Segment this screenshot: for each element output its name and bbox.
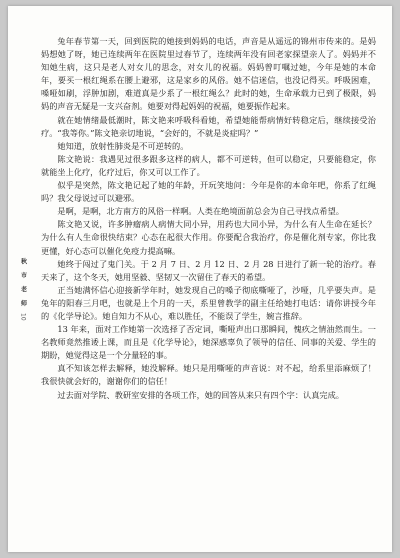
- paragraph: 她知道，放射性肺炎是不可逆转的。: [57, 140, 189, 151]
- paragraph: 就在她情绪最低潮时，陈文艳来呼吸科看她，希望她能帮病情好转稳定后，继续接受治疗。“我等你。”陈文艳亲切地说，“会好的，不就是炎症吗？”: [41, 114, 376, 138]
- paragraph: 似乎是突然，陈文艳记起了她的年龄，开玩笑地问：今年是你的本命年吧，你系了红绳吗？我父母说过可以避邪。: [41, 180, 376, 204]
- paragraph: 过去面对学院、教研室安排的各项工作，她的回答从来只有四个字：认真完成。: [57, 389, 344, 400]
- paragraph: 陈文艳说：我遇见过很多跟多这样的病人，都不可逆转，但可以稳定，只要能稳定，你就能坐上化疗，化疗过后，你又可以工作了。: [41, 153, 376, 177]
- paragraph: 陈文艳又说，许多肿瘤病人病情大同小异，用药也大同小异，为什么有人生命在延长？为什么有人生命很快结束？心态在起很大作用。你要配合我治疗，你是催化剂专家，你比我更懂，好心态可以催化免疫力提高嘛。: [41, 219, 376, 256]
- paragraph: 13 年来，面对工作她第一次选择了否定词，嘶哑声出口那瞬间，愧疚之情油然而生。一名教师竟然推诿上课，而且是《化学导论》，她深感辜负了领导的信任、同事的关爱、学生的期盼，她觉得这是一个分量轻的事。: [41, 324, 376, 361]
- paragraph: 是啊，是啊，北方南方的风俗一样啊。人类在绝境面前总会为自己寻找点希望。: [57, 206, 344, 217]
- paragraph: 她终于闯过了鬼门关。于 2 月 7 日、2 月 12 日、2 月 28 日进行了新一轮的治疗。春天来了，这个冬天，她用坚毅、坚韧又一次留住了春天的希望。: [41, 258, 376, 282]
- paragraph: 真不知该怎样去解释，她没解释。她只是用嘶哑的声音说：对不起，给系里添麻烦了！我很快就会好的，谢谢你们的信任！: [41, 363, 376, 387]
- page-number: 10: [19, 313, 27, 321]
- page-gutter: [18, 258, 28, 321]
- paragraph: 兔年春节第一天，回到医院的她接到妈妈的电话，声音是从遥远的锦州市传来的。是妈妈想她了呀，她已连续两年在医院里过春节了，连续两年没有回老家探望亲人了。妈妈并不知她生病，这只是老人对女儿的思念，对女儿的祝福。妈妈曾叮嘱过她，今年是她的本命年，要买一根红绳系在腰上避邪，这是家乡的风俗。她不信迷信，也没记得买。呼吸困难，嗓哑如刷，浮肿加剧，难道真是少系了一根红绳么？此时的她，生命承载力已到了极限，妈妈的声音无疑是一支兴奋剂。她要对得起妈妈的祝福，她要振作起来。: [41, 36, 376, 112]
- paragraph: 正当她满怀信心迎接新学年时，她发现自己的嗓子彻底嘶哑了，沙哑，几乎要失声。是兔年的阳春三月吧，也就是上个月的一天，系里曾教学的副主任给她打电话：请你讲授今年的《化学导论》。她自知力不从心，难以胜任，不能误了学生，婉言推辞。: [41, 284, 376, 321]
- book-page: [8, 6, 392, 552]
- running-head: 秋 市 老 师: [19, 258, 27, 310]
- page-body: [41, 35, 376, 402]
